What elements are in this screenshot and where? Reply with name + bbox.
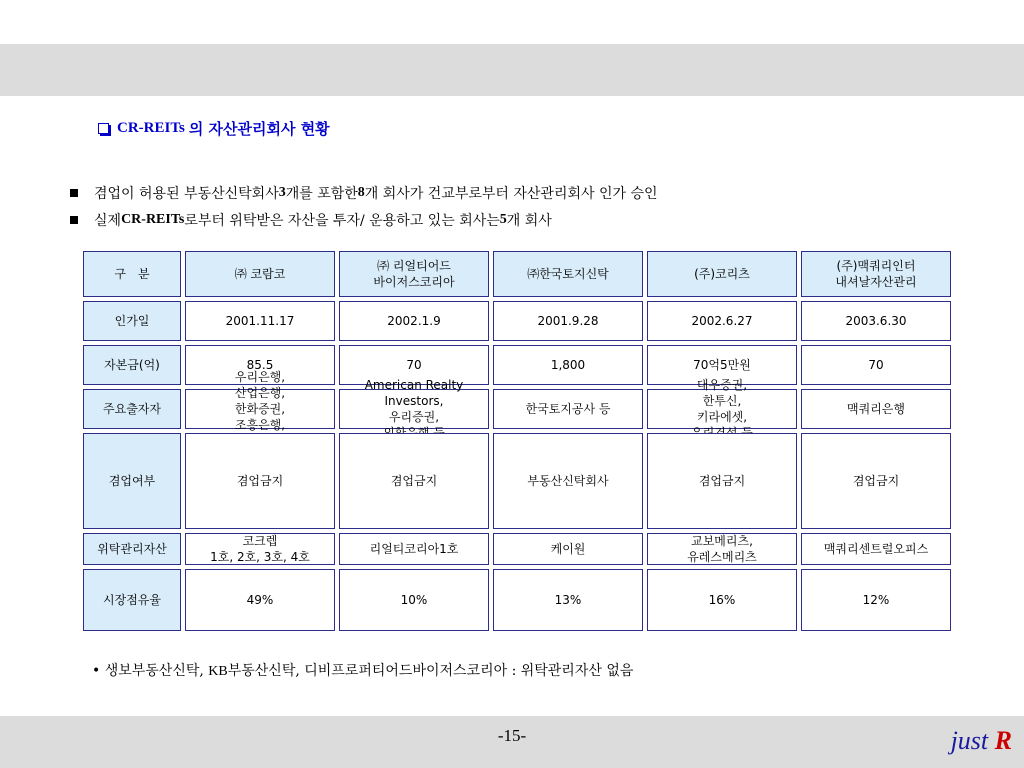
table-corner-header-text: 구 분 xyxy=(114,266,150,281)
footnote xyxy=(92,660,633,680)
table-cell xyxy=(185,533,335,565)
table-cell-text: 맥쿼리센트럴오피스 xyxy=(823,541,929,556)
row-header-text: 위탁관리자산 xyxy=(97,541,167,556)
table-cell xyxy=(801,301,951,341)
table-cell xyxy=(647,433,797,529)
row-header xyxy=(83,433,181,529)
table-cell-text: 우리은행, 산업은행, 한화증권, 조흥은행, xyxy=(234,369,286,433)
row-header-text: 시장점유율 xyxy=(103,592,161,607)
bullet-text: 실제 xyxy=(94,213,122,229)
table-cell-text: 부동산신탁회사 xyxy=(527,473,609,488)
table-cell-text: 70 xyxy=(868,357,884,372)
row-header-text: 겸업여부 xyxy=(108,473,156,488)
table-cell-text: 코크렙 1호, 2호, 3호, 4호 xyxy=(210,533,310,564)
bullet-text: 개 회사가 건교부로부터 자산관리회사 인가 승인 xyxy=(364,186,658,202)
bullet-bold: 3 xyxy=(278,185,286,200)
table-cell xyxy=(801,569,951,631)
footnote-latin: KB xyxy=(208,664,228,679)
table-cell-text: 겸업금지 xyxy=(390,473,438,488)
column-header-text: ㈜ 리얼티어드 바이저스코리아 xyxy=(373,258,455,289)
table-cell-text: 겸업금지 xyxy=(236,473,284,488)
table-cell xyxy=(493,389,643,429)
table-corner-header xyxy=(83,251,181,297)
table-cell-text: 10% xyxy=(400,592,428,607)
table-cell xyxy=(339,533,489,565)
table-cell xyxy=(801,433,951,529)
table-cell-text: American Realty Investors, 우리증권, xyxy=(364,377,464,424)
table-cell-text: 2002.1.9 xyxy=(387,313,441,328)
table-cell-text: 2001.11.17 xyxy=(225,313,295,328)
table-cell xyxy=(801,389,951,429)
column-header-text: (주)코리츠 xyxy=(694,266,750,281)
table-cell xyxy=(647,377,797,429)
table-cell-text: 13% xyxy=(554,592,582,607)
table-cell-text: 85.5 xyxy=(246,357,274,372)
table-cell-text: 한국토지공사 등 xyxy=(525,401,611,416)
row-header-text: 자본금(억) xyxy=(104,357,160,372)
brand-word: just xyxy=(950,726,989,755)
row-header xyxy=(83,301,181,341)
table-cell-text: 겸업금지 xyxy=(852,473,900,488)
table-cell xyxy=(339,301,489,341)
square-bullet-icon xyxy=(70,216,78,224)
row-header xyxy=(83,389,181,429)
brand-letter: R xyxy=(994,726,1012,755)
table-cell xyxy=(493,433,643,529)
table-cell xyxy=(339,377,489,429)
row-header xyxy=(83,345,181,385)
brand-logo xyxy=(951,726,1012,756)
table-cell xyxy=(185,369,335,433)
table-cell xyxy=(493,345,643,385)
table-cell xyxy=(339,433,489,529)
square-bullet-icon xyxy=(70,189,78,197)
table-cell-text: 교보메리츠, 유레스메리츠 xyxy=(687,533,757,564)
table-cell xyxy=(185,569,335,631)
bullet-line-1 xyxy=(70,183,658,203)
checkbox-bullet-icon xyxy=(98,123,109,134)
table-cell-text: 49% xyxy=(246,592,274,607)
row-header-text: 주요출자자 xyxy=(103,401,161,416)
column-header-text: ㈜한국토지신탁 xyxy=(527,266,609,281)
table-cell-text: 리얼티코리아1호 xyxy=(369,541,459,556)
table-cell-text: 맥쿼리은행 xyxy=(847,401,905,416)
footnote-text: • 생보부동산신탁, xyxy=(92,663,209,679)
table-cell xyxy=(493,533,643,565)
table-cell-text: 2001.9.28 xyxy=(537,313,599,328)
section-title xyxy=(98,118,330,139)
bullet-bold: 8 xyxy=(357,185,365,200)
table-cell-text: 70억5만원 xyxy=(693,357,751,372)
row-header xyxy=(83,533,181,565)
column-header xyxy=(339,251,489,297)
table-cell xyxy=(647,569,797,631)
table-cell xyxy=(801,345,951,385)
table-cell xyxy=(647,533,797,565)
footnote-text: 부동산신탁, 디비프로퍼티어드바이저스코리아 : 위탁관리자산 없음 xyxy=(227,663,634,679)
row-header xyxy=(83,569,181,631)
table-cell xyxy=(185,433,335,529)
title-korean: 의 자산관리회사 현황 xyxy=(188,120,330,138)
bullet-text: 개를 포함한 xyxy=(285,186,358,202)
bullet-text: 로부터 위탁받은 자산을 투자/ 운용하고 있는 회사는 xyxy=(184,213,500,229)
table-cell-text: 2002.6.27 xyxy=(691,313,753,328)
bullet-bold: 5 xyxy=(499,212,507,227)
column-header-text: ㈜ 코람코 xyxy=(234,266,286,281)
column-header xyxy=(801,251,951,297)
table-cell xyxy=(801,533,951,565)
table-cell xyxy=(339,569,489,631)
table-cell xyxy=(493,569,643,631)
table-cell xyxy=(647,301,797,341)
table-cell-text: 대우증권, 한투신, 키라에셋, xyxy=(696,377,748,424)
asset-management-company-table xyxy=(83,251,951,675)
table-cell-text: 12% xyxy=(862,592,890,607)
column-header xyxy=(185,251,335,297)
table-cell xyxy=(185,301,335,341)
table-cell xyxy=(493,301,643,341)
table-cell-text: 70 xyxy=(406,357,422,372)
bullet-text: 겸업이 허용된 부동산신탁회사 xyxy=(94,186,279,202)
title-latin: CR-REITs xyxy=(117,120,185,136)
table-cell-text: 2003.6.30 xyxy=(845,313,907,328)
bullet-text: 개 회사 xyxy=(506,213,552,229)
bullet-bold: CR-REITs xyxy=(121,212,185,227)
table-cell-text: 케이원 xyxy=(550,541,586,556)
bullet-line-2 xyxy=(70,210,552,230)
table-cell-text: 16% xyxy=(708,592,736,607)
column-header-text: (주)맥쿼리인터 내셔날자산관리 xyxy=(835,258,917,289)
header-band xyxy=(0,44,1024,96)
table-cell-text: 1,800 xyxy=(550,357,586,372)
column-header xyxy=(493,251,643,297)
row-header-text: 인가일 xyxy=(114,313,150,328)
table-cell-text: 겸업금지 xyxy=(698,473,746,488)
page-number: -15- xyxy=(497,726,527,745)
column-header xyxy=(647,251,797,297)
